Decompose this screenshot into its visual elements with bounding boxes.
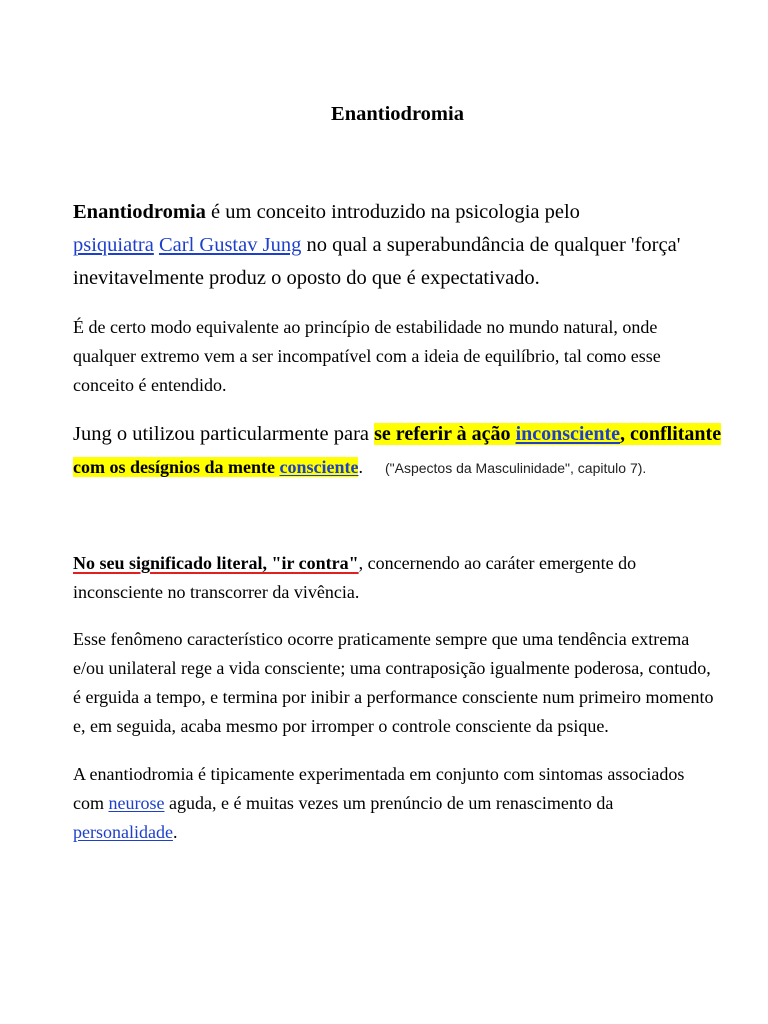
highlight-mid: , conflitante <box>620 423 722 445</box>
phenomenon-line-2: e/ou unilateral rege a vida consciente; uma contraposição igualmente poderosa, contudo, <box>73 658 711 678</box>
phenomenon-line-3: é erguida a tempo, e termina por inibir a performance consciente num primeiro momento <box>73 687 714 707</box>
highlight-line-2: com os desígnios da mente <box>73 457 280 477</box>
link-consciente[interactable]: consciente <box>279 457 359 477</box>
term-bold: Enantiodromia <box>73 201 206 223</box>
intro-line-2 <box>73 232 680 258</box>
document-title: Enantiodromia <box>331 103 464 125</box>
link-neurose[interactable]: neurose <box>108 793 165 813</box>
intro-line-3: inevitavelmente produz o oposto do que é expectativado. <box>73 267 540 289</box>
jung-usage-line-2 <box>73 456 646 478</box>
end-punctuation: . <box>172 822 178 842</box>
highlighted-text <box>374 423 721 445</box>
closing-text: aguda, e é muitas vezes um prenúncio de um renascimento da <box>164 793 614 813</box>
literal-meaning-text: , concernendo ao caráter emergente do <box>358 553 637 573</box>
closing-line-2 <box>73 792 613 814</box>
link-inconsciente[interactable]: inconsciente <box>515 423 620 445</box>
citation: ("Aspectos da Masculinidade", capitulo 7). <box>384 460 647 476</box>
end-punctuation: . <box>358 457 363 477</box>
highlight-start: se referir à ação <box>374 423 516 445</box>
phenomenon-line-1: Esse fenômeno característico ocorre praticamente sempre que uma tendência extrema <box>73 629 690 649</box>
highlighted-text <box>73 457 358 477</box>
literal-meaning-line-1 <box>73 552 636 574</box>
closing-line-1: A enantiodromia é tipicamente experimentada em conjunto com sintomas associados <box>73 764 685 784</box>
jung-usage-lead: Jung o utilizou particularmente para <box>73 423 375 445</box>
intro-text: no qual a superabundância de qualquer 'força' <box>301 234 681 256</box>
intro-line-1 <box>73 199 580 225</box>
link-psiquiatra[interactable]: psiquiatra <box>73 234 154 256</box>
jung-usage-line-1 <box>73 421 721 447</box>
link-carl-gustav-jung[interactable]: Carl Gustav Jung <box>158 234 302 256</box>
equivalence-line-3: conceito é entendido. <box>73 375 227 395</box>
phenomenon-line-4: e, em seguida, acaba mesmo por irromper o controle consciente da psique. <box>73 716 609 736</box>
closing-line-3 <box>73 821 177 843</box>
literal-meaning-line-2: inconsciente no transcorrer da vivência. <box>73 582 360 602</box>
intro-text: é um conceito introduzido na psicologia pelo <box>205 201 580 223</box>
equivalence-line-1: É de certo modo equivalente ao princípio de estabilidade no mundo natural, onde <box>73 317 658 337</box>
closing-text: com <box>73 793 109 813</box>
link-personalidade[interactable]: personalidade <box>73 822 173 842</box>
spellcheck-underlined-bold: No seu significado literal, "ir contra" <box>73 553 359 573</box>
equivalence-line-2: qualquer extremo vem a ser incompatível com a ideia de equilíbrio, tal como esse <box>73 346 661 366</box>
